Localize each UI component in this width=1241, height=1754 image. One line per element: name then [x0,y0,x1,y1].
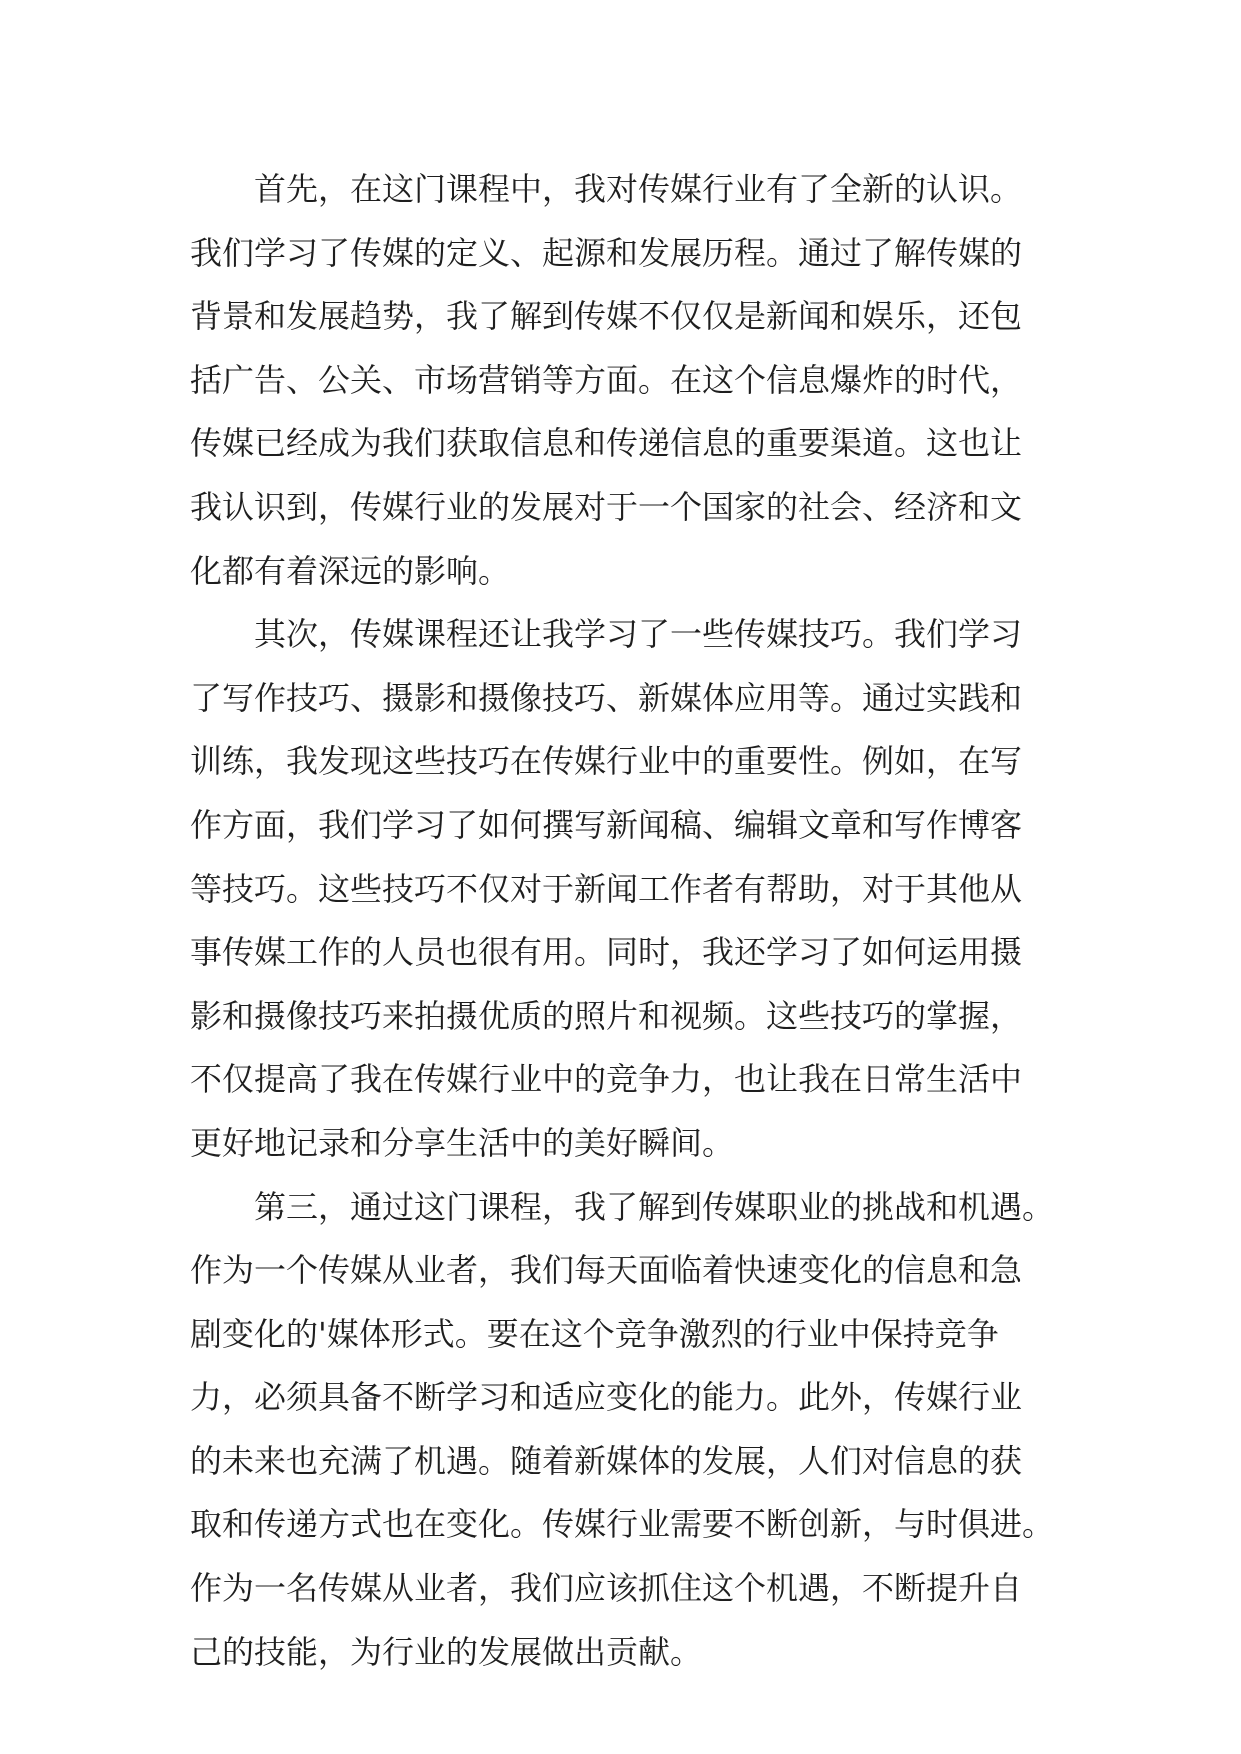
text-line: 其次，传媒课程还让我学习了一些传媒技巧。我们学习 [254,615,1023,654]
text-line: 了写作技巧、摄影和摄像技巧、新媒体应用等。通过实践和 [190,678,1023,717]
text-line: 第三，通过这门课程，我了解到传媒职业的挑战和机遇。 [254,1187,1055,1226]
paragraph-1 [190,158,1070,603]
text-line: 作为一名传媒从业者，我们应该抓住这个机遇，不断提升自 [190,1569,1023,1608]
text-line: 事传媒工作的人员也很有用。同时，我还学习了如何运用摄 [190,933,1023,972]
text-line: 我们学习了传媒的定义、起源和发展历程。通过了解传媒的 [190,233,1023,272]
text-line: 化都有着深远的影响。 [190,551,511,590]
text-line: 括广告、公关、市场营销等方面。在这个信息爆炸的时代， [190,360,1023,399]
text-line: 力，必须具备不断学习和适应变化的能力。此外，传媒行业 [190,1378,1023,1417]
paragraph-3 [190,1176,1070,1685]
text-line: 不仅提高了我在传媒行业中的竞争力，也让我在日常生活中 [190,1060,1023,1099]
text-line: 作方面，我们学习了如何撰写新闻稿、编辑文章和写作博客 [190,805,1023,844]
text-line: 作为一个传媒从业者，我们每天面临着快速变化的信息和急 [190,1251,1023,1290]
paragraph-2 [190,603,1070,1175]
text-line: 更好地记录和分享生活中的美好瞬间。 [190,1123,735,1162]
text-line: 我认识到，传媒行业的发展对于一个国家的社会、经济和文 [190,487,1023,526]
text-line: 传媒已经成为我们获取信息和传递信息的重要渠道。这也让 [190,424,1023,463]
text-line: 己的技能，为行业的发展做出贡献。 [190,1632,703,1671]
text-line: 训练，我发现这些技巧在传媒行业中的重要性。例如，在写 [190,742,1023,781]
body-text [190,158,1070,1684]
text-line: 背景和发展趋势，我了解到传媒不仅仅是新闻和娱乐，还包 [190,297,1023,336]
text-line: 剧变化的'媒体形式。要在这个竞争激烈的行业中保持竞争 [190,1314,999,1353]
text-line: 影和摄像技巧来拍摄优质的照片和视频。这些技巧的掌握， [190,996,1023,1035]
text-line: 取和传递方式也在变化。传媒行业需要不断创新，与时俱进。 [190,1505,1055,1544]
text-line: 首先，在这门课程中，我对传媒行业有了全新的认识。 [254,170,1023,208]
text-line: 的未来也充满了机遇。随着新媒体的发展，人们对信息的获 [190,1441,1023,1480]
text-line: 等技巧。这些技巧不仅对于新闻工作者有帮助，对于其他从 [190,869,1023,908]
